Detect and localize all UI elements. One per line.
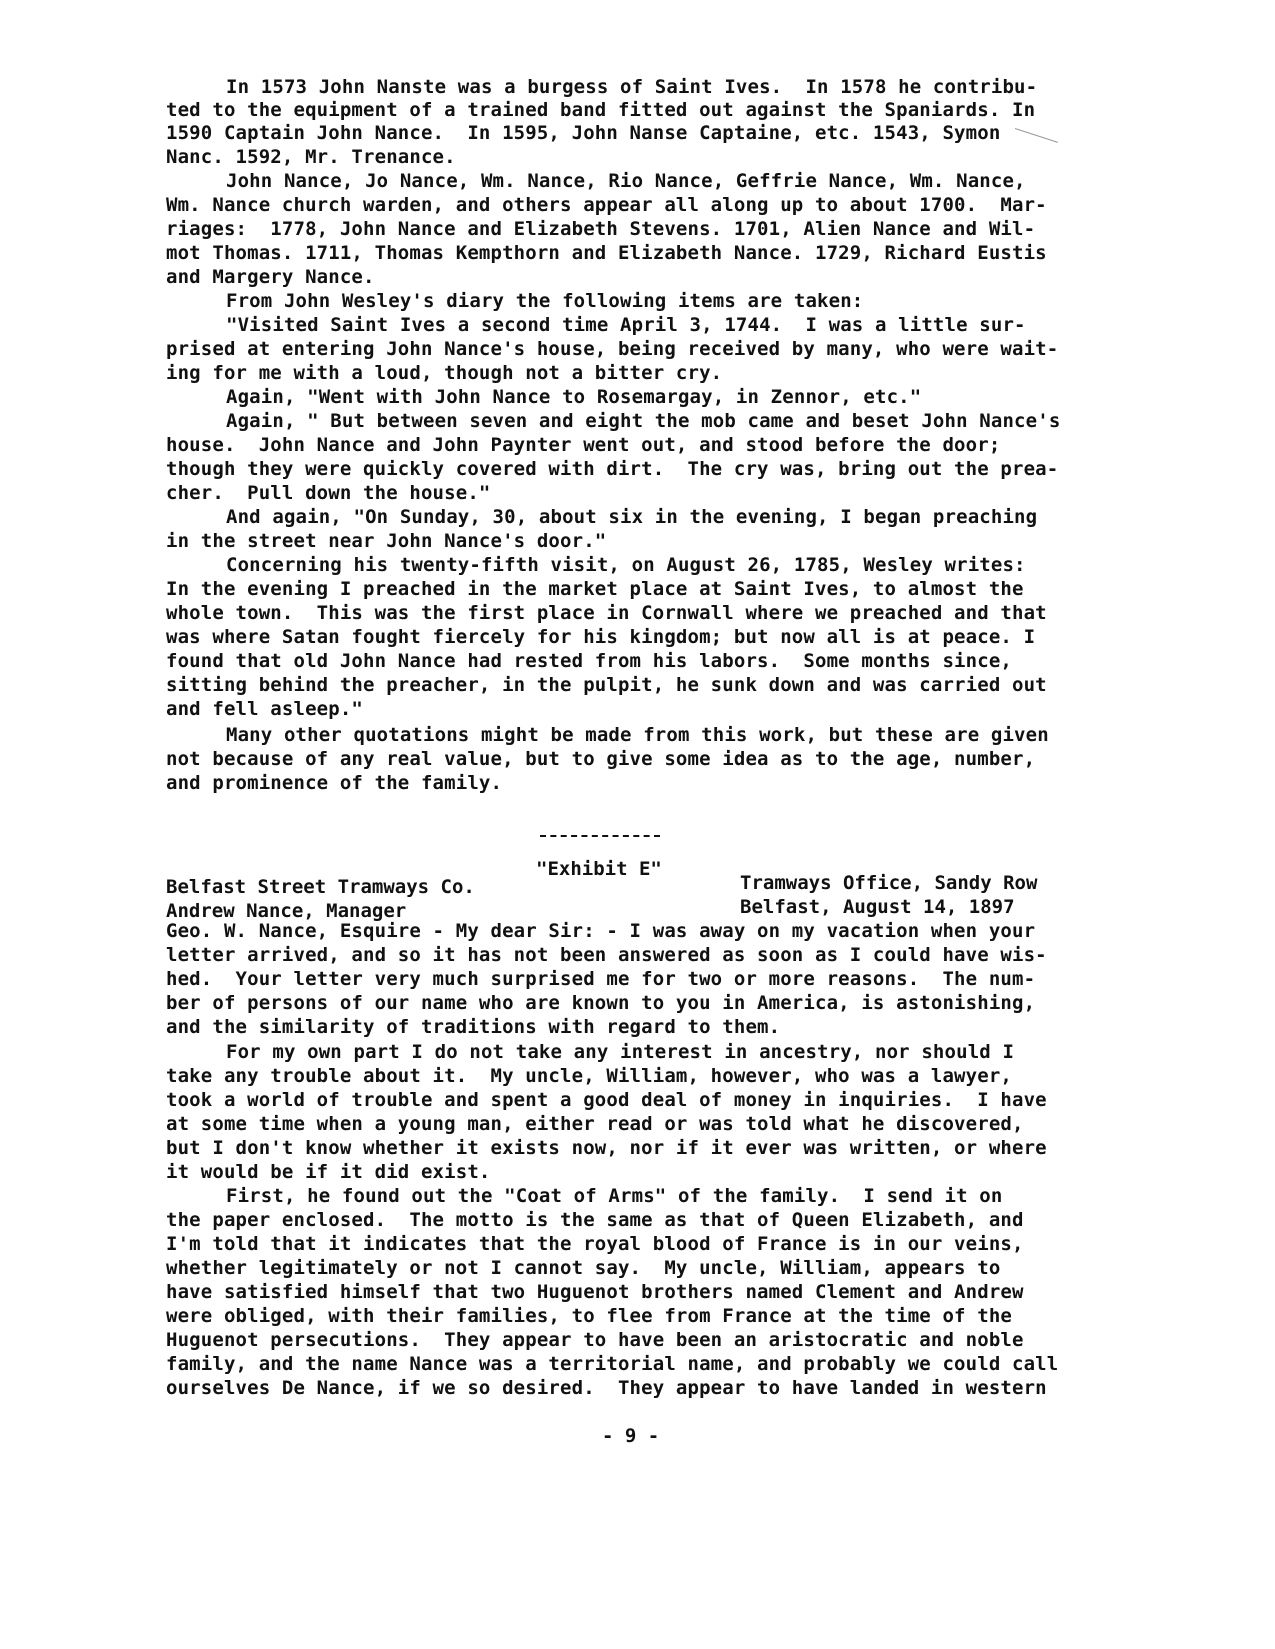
text-line: 1590 Captain John Nance. In 1595, John Nanse Captaine, etc. 1543, Symon (166, 122, 1001, 144)
text-line: whether legitimately or not I cannot say. My uncle, William, appears to (166, 1257, 1001, 1279)
text-line: family, and the name Nance was a territorial name, and probably we could call (166, 1353, 1059, 1375)
text-line: have satisfied himself that two Huguenot brothers named Clement and Andrew (166, 1281, 1024, 1303)
text-line: Again, " But between seven and eight the mob came and beset John Nance's (226, 410, 1061, 432)
text-line: Geo. W. Nance, Esquire - My dear Sir: - I was away on my vacation when your (166, 920, 1036, 942)
text-line: and fell asleep." (166, 698, 364, 720)
text-line: Wm. Nance church warden, and others appear all along up to about 1700. Mar- (166, 194, 1047, 216)
text-line: were obliged, with their families, to flee from France at the time of the (166, 1305, 1012, 1327)
text-line: and Margery Nance. (166, 266, 375, 288)
letterhead-manager: Andrew Nance, Manager (166, 900, 407, 922)
text-line: in the street near John Nance's door." (166, 530, 607, 552)
text-line: ourselves De Nance, if we so desired. They appear to have landed in western (166, 1377, 1047, 1399)
text-line: ing for me with a loud, though not a bitter cry. (166, 362, 723, 384)
text-line: though they were quickly covered with dirt. The cry was, bring out the prea- (166, 458, 1059, 480)
exhibit-title: "Exhibit E" (536, 858, 662, 880)
stray-mark (1015, 128, 1058, 143)
section-divider (540, 835, 660, 837)
text-line: Nanc. 1592, Mr. Trenance. (166, 146, 456, 168)
text-line: For my own part I do not take any interest in ancestry, nor should I (226, 1041, 1015, 1063)
text-line: Again, "Went with John Nance to Rosemargay, in Zennor, etc." (226, 386, 922, 408)
text-line: and the similarity of traditions with regard to them. (166, 1016, 781, 1038)
text-line: Huguenot persecutions. They appear to have been an aristocratic and noble (166, 1329, 1024, 1351)
text-line: riages: 1778, John Nance and Elizabeth Stevens. 1701, Alien Nance and Wil- (166, 218, 1036, 240)
text-line: cher. Pull down the house." (166, 482, 491, 504)
text-line: "Visited Saint Ives a second time April 3, 1744. I was a little sur- (226, 314, 1026, 336)
text-line: ted to the equipment of a trained band fitted out against the Spaniards. In (166, 99, 1036, 121)
page-number: - 9 - (602, 1425, 660, 1447)
text-line: Concerning his twenty-fifth visit, on August 26, 1785, Wesley writes: (226, 554, 1026, 576)
text-line: hed. Your letter very much surprised me for two or more reasons. The num- (166, 968, 1036, 990)
text-line: at some time when a young man, either read or was told what he discovered, (166, 1113, 1024, 1135)
text-line: and prominence of the family. (166, 772, 503, 794)
text-line: the paper enclosed. The motto is the same as that of Queen Elizabeth, and (166, 1209, 1024, 1231)
text-line: not because of any real value, but to give some idea as to the age, number, (166, 748, 1036, 770)
letterhead-date: Belfast, August 14, 1897 (740, 896, 1015, 918)
text-line: In 1573 John Nanste was a burgess of Saint Ives. In 1578 he contribu- (226, 76, 1038, 98)
text-line: but I don't know whether it exists now, nor if it ever was written, or where (166, 1137, 1047, 1159)
letterhead-office: Tramways Office, Sandy Row (740, 872, 1038, 894)
text-line: letter arrived, and so it has not been answered as soon as I could have wis- (166, 944, 1047, 966)
text-line: Many other quotations might be made from this work, but these are given (226, 724, 1049, 746)
text-line: take any trouble about it. My uncle, William, however, who was a lawyer, (166, 1065, 1012, 1087)
text-line: took a world of trouble and spent a good deal of money in inquiries. I have (166, 1089, 1047, 1111)
text-line: prised at entering John Nance's house, being received by many, who were wait- (166, 338, 1059, 360)
text-line: house. John Nance and John Paynter went out, and stood before the door; (166, 434, 1001, 456)
text-line: I'm told that it indicates that the royal blood of France is in our veins, (166, 1233, 1024, 1255)
text-line: found that old John Nance had rested from his labors. Some months since, (166, 650, 1012, 672)
text-line: whole town. This was the first place in Cornwall where we preached and that (166, 602, 1047, 624)
text-line: sitting behind the preacher, in the pulpit, he sunk down and was carried out (166, 674, 1047, 696)
text-line: ber of persons of our name who are known to you in America, is astonishing, (166, 992, 1036, 1014)
text-line: In the evening I preached in the market place at Saint Ives, to almost the (166, 578, 1024, 600)
text-line: And again, "On Sunday, 30, about six in the evening, I began preaching (226, 506, 1038, 528)
text-line: From John Wesley's diary the following items are taken: (226, 290, 864, 312)
text-line: it would be if it did exist. (166, 1161, 491, 1183)
letterhead-company: Belfast Street Tramways Co. (166, 876, 475, 898)
text-line: mot Thomas. 1711, Thomas Kempthorn and Elizabeth Nance. 1729, Richard Eustis (166, 242, 1047, 264)
text-line: First, he found out the "Coat of Arms" of the family. I send it on (226, 1185, 1003, 1207)
text-line: John Nance, Jo Nance, Wm. Nance, Rio Nance, Geffrie Nance, Wm. Nance, (226, 170, 1026, 192)
text-line: was where Satan fought fiercely for his kingdom; but now all is at peace. I (166, 626, 1036, 648)
